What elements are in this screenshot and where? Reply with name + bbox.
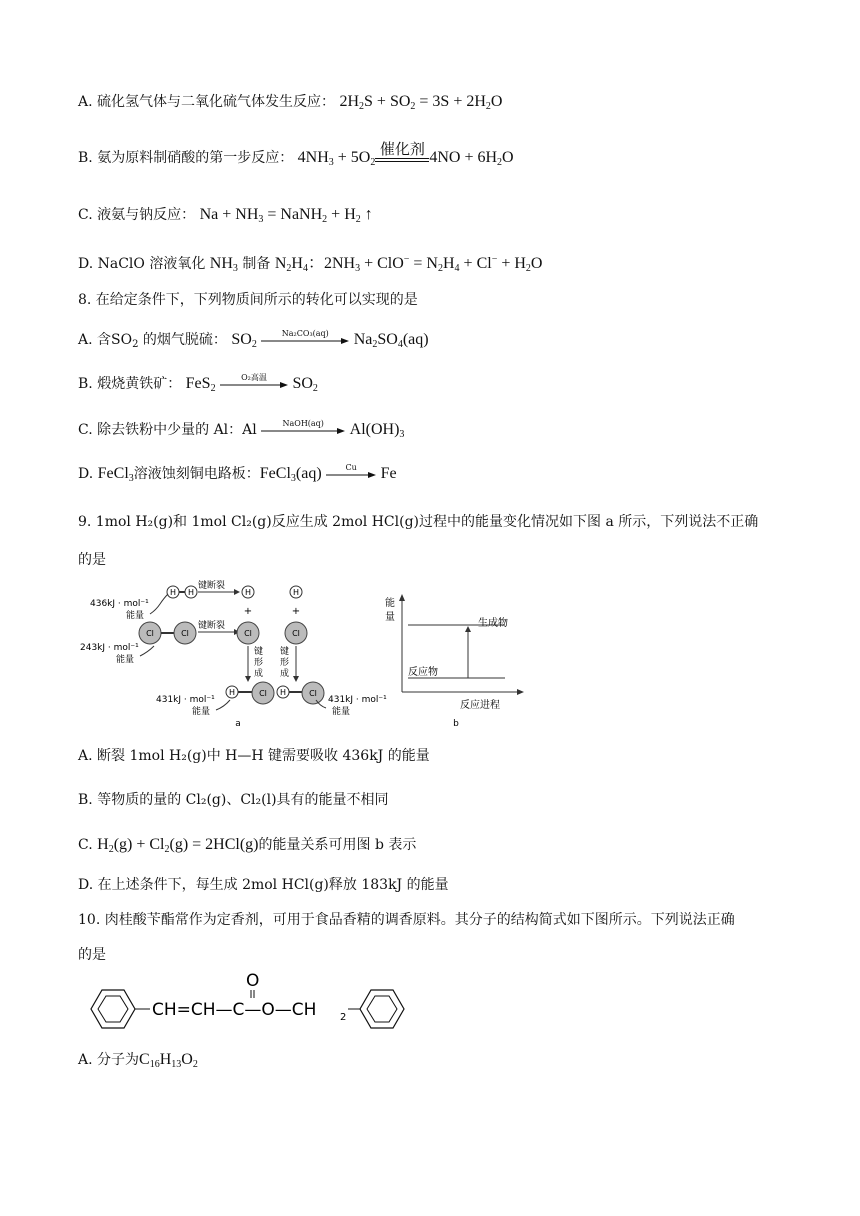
svg-text:Cl: Cl (259, 689, 267, 698)
figure-a (78, 578, 408, 728)
svg-text:形: 形 (280, 658, 290, 668)
option-7d-mid: 制备 (242, 256, 271, 272)
condition-8c: NaOH(aq) (282, 419, 324, 428)
option-8b-label: B. 煅烧黄铁矿： (78, 376, 182, 392)
figure-b-label: b (453, 719, 459, 729)
svg-text:H: H (279, 688, 287, 697)
svg-text:Cl: Cl (181, 629, 189, 638)
svg-text:H: H (187, 588, 195, 597)
svg-text:能量: 能量 (116, 655, 135, 665)
energy-436-label: 436kJ · mol⁻¹ (90, 599, 149, 609)
option-9c-label: C. (78, 837, 93, 853)
svg-text:形: 形 (254, 658, 264, 668)
option-9c: C. $H_2(g) + Cl_2(g) = 2HCl(g)$的能量关系可用图 b 表示 (78, 836, 417, 855)
figure-a-label: a (235, 719, 241, 728)
structure-diagram (78, 968, 438, 1048)
svg-text:键: 键 (254, 647, 264, 657)
equation-7a: $2H_2S + SO_2 = 3S + 2H_2O$ (339, 93, 503, 112)
arrow-icon (261, 336, 349, 346)
equation-7b: $4NH_3 + 5O_2$ 催化剂 $4NO + 6H_2O$ (297, 142, 514, 168)
svg-text:H: H (244, 588, 252, 597)
svg-text:H: H (292, 588, 300, 597)
atom-h-label: H (169, 588, 177, 597)
question-9-line1: 9. 1mol H₂(g)和 1mol Cl₂(g)反应生成 2mol HCl(g)过程中的能量变化情况如下图 a 所示，下列说法不正确 (78, 514, 759, 530)
svg-text:成: 成 (280, 669, 290, 679)
svg-text:+: + (291, 606, 301, 617)
svg-text:H: H (228, 688, 236, 697)
question-8: 8. 在给定条件下，下列物质间所示的转化可以实现的是 (78, 292, 418, 308)
svg-text:能量: 能量 (192, 707, 211, 717)
svg-text:成: 成 (254, 669, 264, 679)
energy-431-left-label: 431kJ · mol⁻¹ (156, 695, 215, 705)
energy-243-label: 243kJ · mol⁻¹ (80, 643, 139, 653)
condition-8d: Cu (345, 463, 357, 472)
option-9a: A. 断裂 1mol H₂(g)中 H—H 键需要吸收 436kJ 的能量 (78, 748, 430, 764)
svg-text:+: + (243, 606, 253, 617)
figure-b (380, 592, 530, 742)
condition-8a: Na₂CO₃(aq) (281, 329, 329, 338)
equation-7d: $N_2H_4$：$2NH_3 + ClO^- = N_2H_4 + Cl^- + H_2O$ (274, 254, 543, 274)
option-9c-tail: 的能量关系可用图 b 表示 (258, 837, 417, 853)
equation-7c: $Na + NH_3$ = NaNH$_2$ + $H_2$ ↑ (199, 206, 373, 225)
svg-text:能量: 能量 (332, 707, 351, 717)
option-8d: D. FeCl$_3$溶液蚀刻铜电路板：FeCl$_3$(aq) Cu Fe (78, 464, 397, 489)
option-7b-label: B. 氨为原料制硝酸的第一步反应： (78, 150, 294, 166)
option-9d: D. 在上述条件下，每生成 2mol HCl(g)释放 183kJ 的能量 (78, 877, 449, 893)
option-7a-label: A. 硫化氢气体与二氧化硫气体发生反应： (78, 94, 336, 110)
option-7c (78, 205, 373, 230)
option-10a-label: A. 分子为 (78, 1052, 140, 1068)
option-8d-mid: 溶液蚀刻铜电路板： (133, 466, 260, 482)
question-10-line1: 10. 肉桂酸苄酯常作为定香剂，可用于食品香精的调香原料。其分子的结构简式如下图所示。下列说法正确 (78, 912, 735, 928)
option-7d: D. NaClO 溶液氧化 $NH_3$ 制备 $N_2H_4$：$2NH_3 + ClO^- = N_2H_4 + Cl^- + H_2O$ (78, 254, 543, 274)
svg-text:Cl: Cl (309, 689, 317, 698)
svg-text:键: 键 (280, 647, 290, 657)
option-8b: B. 煅烧黄铁矿： FeS$_2$ O₂高温 $SO_2$ (78, 374, 318, 399)
svg-text:2: 2 (340, 1012, 347, 1023)
option-9b: B. 等物质的量的 Cl₂(g)、Cl₂(l)具有的能量不相同 (78, 792, 389, 808)
option-8a-label: A. 含SO (78, 332, 133, 348)
energy-431-right-label: 431kJ · mol⁻¹ (328, 695, 387, 705)
svg-text:Cl: Cl (292, 629, 300, 638)
option-8a: A. 含$SO_2$ 的烟气脱硫： $SO_2$ Na₂CO₃(aq) $Na_2SO_4(aq)$ (78, 330, 429, 355)
svg-text:Cl: Cl (244, 629, 252, 638)
chain-text: CH=CH—C—O—CH (152, 1000, 317, 1020)
arrow-icon (261, 426, 345, 436)
option-7d-label: D. NaClO 溶液氧化 (78, 256, 206, 272)
option-7a (78, 92, 502, 117)
figure-b-xaxis: 反应进程 (460, 700, 500, 711)
question-9-line2: 的是 (78, 552, 106, 568)
catalyst-label: 催化剂 (379, 142, 425, 158)
option-8c: C. 除去铁粉中少量的 Al：Al NaOH(aq) $Al(OH)_3$ (78, 420, 404, 445)
option-7c-label: C. 液氨与钠反应： (78, 207, 196, 223)
arrow-icon (220, 380, 288, 390)
svg-text:能量: 能量 (126, 611, 145, 621)
option-7b (78, 142, 514, 173)
question-10-line2: 的是 (78, 947, 106, 963)
svg-text:量: 量 (385, 612, 395, 623)
figure-b-yaxis: 能 (385, 598, 395, 609)
option-8c-label: C. 除去铁粉中少量的 Al：Al (78, 422, 257, 438)
condition-8b: O₂高温 (241, 373, 267, 382)
product-label: 生成物 (478, 618, 508, 629)
arrow-icon (326, 470, 376, 480)
option-8d-label: D. (78, 466, 94, 482)
svg-text:键断裂: 键断裂 (198, 621, 226, 631)
bond-break-label: 键断裂 (198, 581, 226, 591)
option-8a-tail: 的烟气脱硫： (142, 332, 227, 348)
carbonyl-oxygen: O (246, 971, 260, 991)
option-10a: A. 分子为$C_{16}H_{13}O_2$ (78, 1051, 198, 1070)
svg-text:Cl: Cl (146, 629, 154, 638)
reactant-label: 反应物 (408, 667, 438, 678)
